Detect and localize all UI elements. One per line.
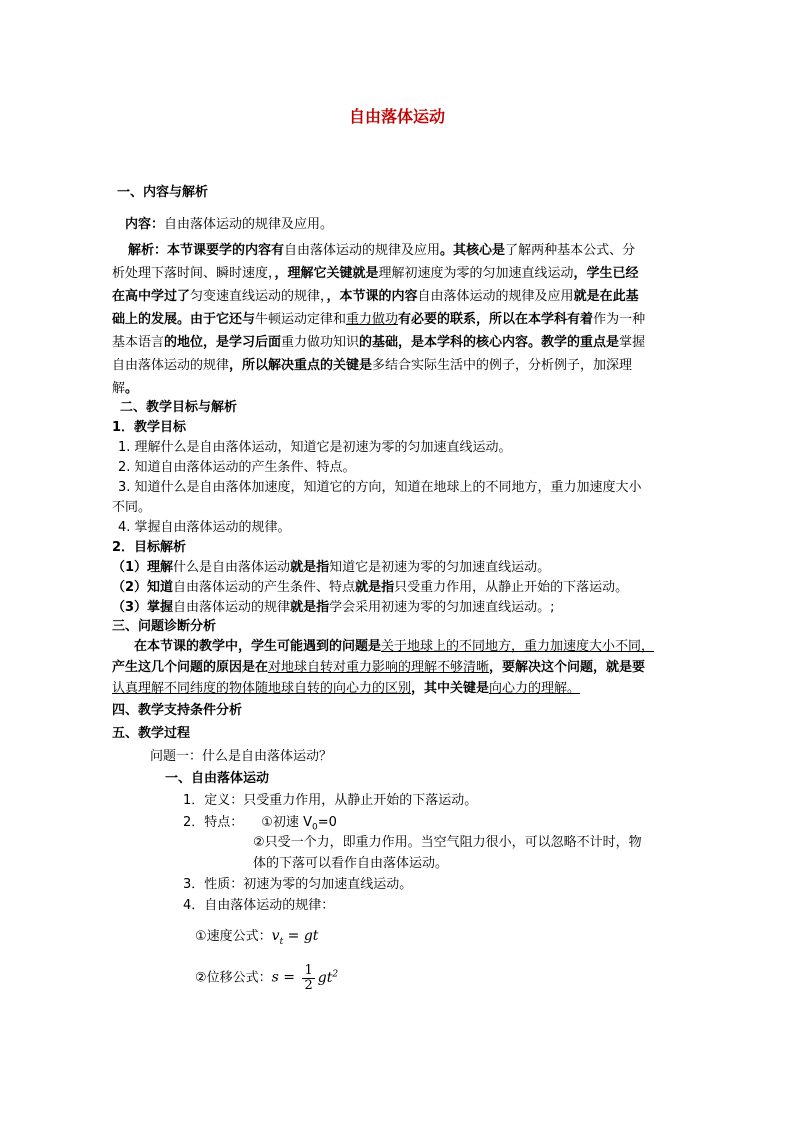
diagnosis-line-2: 产生这几个问题的原因是在对地球自转对重力影响的理解不够清晰，要解决这个问题，就是要 xyxy=(112,660,646,675)
analysis-line-2: 析处理下落时间、瞬时速度，，理解它关键就是理解初速度为零的匀加速直线运动，学生已经 xyxy=(112,266,639,281)
law-line: 4．自由落体运动的规律： xyxy=(183,898,335,913)
analysis-line-3: 在高中学过了匀变速直线运动的规律，，本节课的内容自由落体运动的规律及应用就是在此基 xyxy=(112,289,639,304)
displacement-formula: ②位移公式：s = $\frac{1}{2}$ $gt^2$ xyxy=(195,962,339,993)
section-heading-goals: 二、教学目标与解析 xyxy=(120,400,238,415)
goal-analysis-1: （1）理解什么是自由落体运动就是指知道它是初速为零的匀加速直线运动。 xyxy=(112,560,551,575)
section-heading-process: 五、教学过程 xyxy=(112,726,191,741)
goal-item-3-cont: 不同。 xyxy=(112,500,152,515)
definition-line: 1．定义：只受重力作用，从静止开始的下落运动。 xyxy=(183,793,478,808)
subheading-free-fall: 一、自由落体运动 xyxy=(165,771,270,786)
section-heading-support: 四、教学支持条件分析 xyxy=(112,703,243,718)
goal-analysis-3: （3）掌握自由落体运动的规律就是指学会采用初速为零的匀加速直线运动。; xyxy=(112,600,555,615)
feature-line-1: 2．特点： ①初速 $V_0=0$ xyxy=(183,815,337,833)
analysis-line-7: 解。 xyxy=(112,381,139,396)
goal-analysis-2: （2）知道自由落体运动的产生条件、特点就是指只受重力作用，从静止开始的下落运动。 xyxy=(112,580,629,595)
goal-item-3: 3. 知道什么是自由落体加速度，知道它的方向，知道在地球上的不同地方，重力加速度大小 xyxy=(118,480,642,495)
velocity-formula: ①速度公式：$v_t$ = gt xyxy=(195,928,319,947)
section-heading-diagnosis: 三、问题诊断分析 xyxy=(112,619,217,634)
section-heading-content: 一、内容与解析 xyxy=(117,185,209,200)
analysis-line-4: 础上的发展。由于它还与牛顿运动定律和重力做功有必要的联系，所以在本学科有着作为一种 xyxy=(112,312,646,327)
subheading-teaching-goals: 1．教学目标 xyxy=(112,420,187,435)
fraction-one-half: $\frac{1}{2}$ xyxy=(304,962,313,993)
goal-item-1: 1. 理解什么是自由落体运动，知道它是初速为零的匀加速直线运动。 xyxy=(118,440,512,455)
analysis-line-1: 解析：本节课要学的内容有自由落体运动的规律及应用。其核心是了解两种基本公式、分 xyxy=(128,243,636,258)
feature-line-3: 体的下落可以看作自由落体运动。 xyxy=(253,856,449,871)
analysis-line-5: 基本语言的地位，是学习后面重力做功知识的基础，是本学科的核心内容。教学的重点是掌握 xyxy=(112,335,646,350)
question-one: 问题一：什么是自由落体运动？ xyxy=(150,749,333,764)
goal-item-2: 2. 知道自由落体运动的产生条件、特点。 xyxy=(118,460,356,475)
subheading-goal-analysis: 2．目标解析 xyxy=(112,540,187,555)
analysis-line-6: 自由落体运动的规律，所以解决重点的关键是多结合实际生活中的例子，分析例子，加深理 xyxy=(112,358,633,373)
feature-line-2: ②只受一个力，即重力作用。当空气阻力很小，可以忽略不计时，物 xyxy=(253,835,642,850)
document-title: 自由落体运动 xyxy=(348,107,445,126)
property-line: 3．性质：初速为零的匀加速直线运动。 xyxy=(183,877,413,892)
diagnosis-line-1: 在本节课的教学中，学生可能遇到的问题是关于地球上的不同地方，重力加速度大小不同， xyxy=(134,639,655,654)
content-line: 内容：自由落体运动的规律及应用。 xyxy=(125,217,334,232)
diagnosis-line-3: 认真理解不同纬度的物体随地球自转的向心力的区别，其中关键是向心力的理解。 xyxy=(112,681,581,696)
goal-item-4: 4. 掌握自由落体运动的规律。 xyxy=(118,520,291,535)
